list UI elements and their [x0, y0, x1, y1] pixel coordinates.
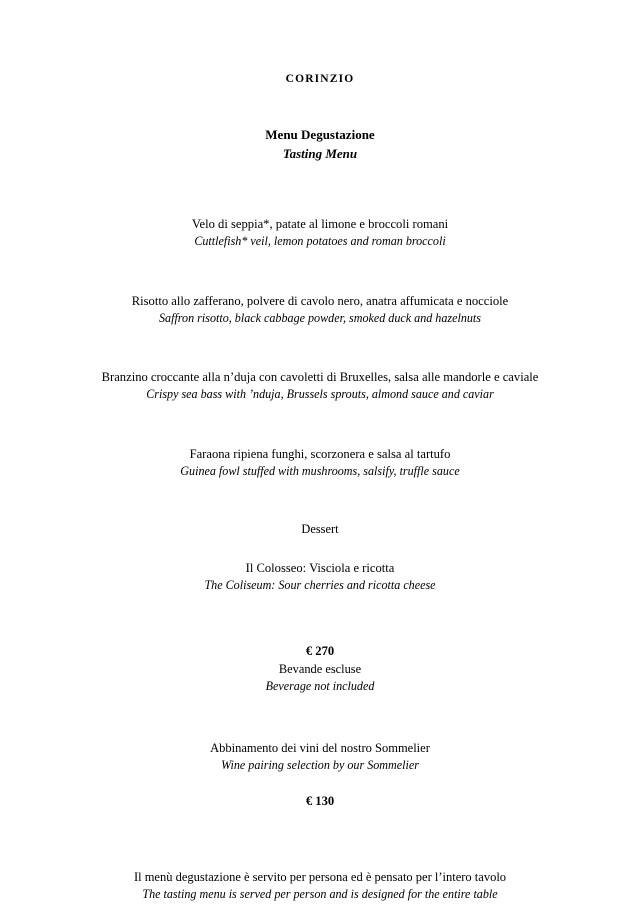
course-item [52, 215, 588, 251]
course-name-italian: Faraona ripiena funghi, scorzonera e salsa al tartufo [189, 446, 451, 461]
dessert-name-italian: Il Colosseo: Visciola e ricotta [245, 560, 395, 575]
menu-price: € 270 [305, 643, 335, 658]
menu-title-italian: Menu Degustazione [265, 127, 375, 143]
course-item [52, 445, 588, 481]
wine-pairing-english: Wine pairing selection by our Sommelier [221, 757, 419, 772]
course-name-italian: Velo di seppia*, patate al limone e broccoli romani [191, 217, 449, 232]
service-note-italian: Il menù degustazione è servito per persona ed è pensato per l’intero tavolo [133, 869, 507, 884]
dessert-section [52, 520, 588, 594]
wine-pairing-italian: Abbinamento dei vini del nostro Sommelier [210, 740, 430, 755]
course-list [52, 215, 588, 480]
course-name-italian: Branzino croccante alla n’duja con cavoletti di Bruxelles, salsa alle mandorle e caviale [101, 370, 539, 385]
service-note [52, 868, 588, 904]
price-block [52, 642, 588, 696]
dessert-name-english: The Coliseum: Sour cherries and ricotta cheese [204, 577, 436, 592]
menu-title-block [52, 126, 588, 163]
course-item [52, 368, 588, 404]
course-name-english: Cuttlefish* veil, lemon potatoes and roman broccoli [194, 234, 446, 249]
course-name-english: Saffron risotto, black cabbage powder, smoked duck and hazelnuts [158, 310, 481, 325]
dessert-item [52, 559, 588, 595]
wine-pairing-price: € 130 [305, 793, 335, 808]
course-name-english: Crispy sea bass with ’nduja, Brussels sprouts, almond sauce and caviar [146, 387, 494, 402]
course-name-english: Guinea fowl stuffed with mushrooms, salsify, truffle sauce [180, 464, 460, 478]
menu-content [52, 0, 588, 904]
menu-title-english: Tasting Menu [282, 145, 358, 161]
wine-pairing-block [52, 739, 588, 810]
beverage-note-english: Beverage not included [265, 679, 375, 694]
course-name-italian: Risotto allo zafferano, polvere di cavolo nero, anatra affumicata e nocciole [131, 293, 509, 308]
beverage-note-italian: Bevande escluse [278, 661, 362, 676]
course-item [52, 292, 588, 328]
restaurant-name: CORINZIO [285, 73, 355, 85]
service-note-english: The tasting menu is served per person and is designed for the entire table [142, 887, 498, 902]
dessert-heading: Dessert [301, 522, 339, 537]
